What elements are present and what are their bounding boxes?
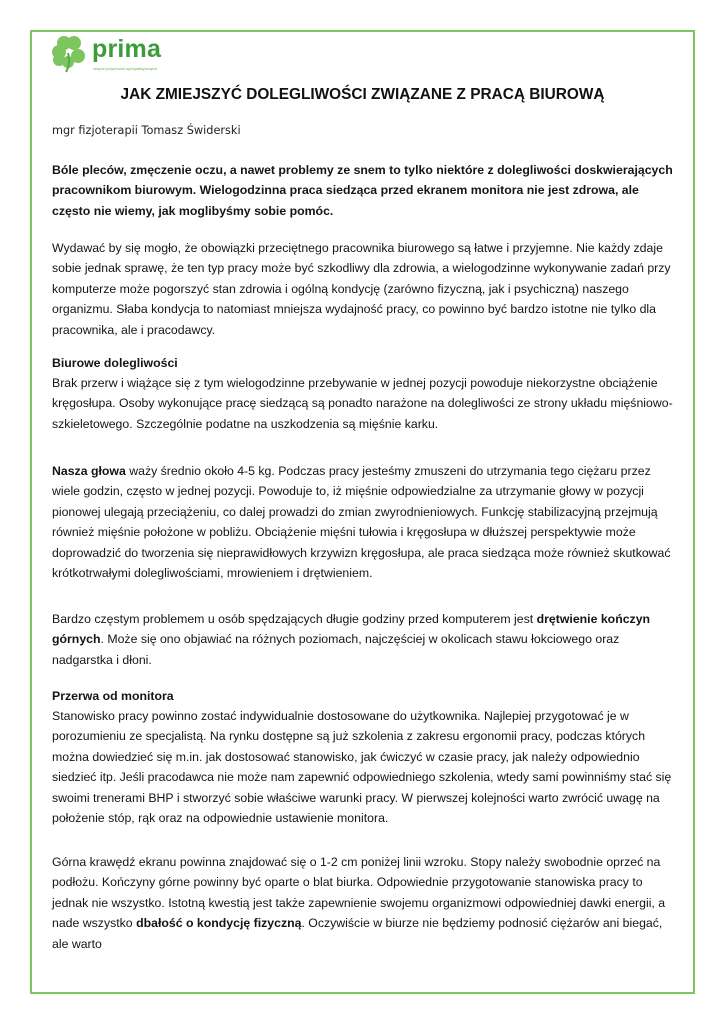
paragraph-numbness-start: Bardzo częstym problemem u osób spędzających długie godziny przed komputerem jest: [52, 612, 537, 626]
clover-icon: [49, 33, 89, 73]
paragraph-head-weight-text: waży średnio około 4-5 kg. Podczas pracy jesteśmy zmuszeni do utrzymania tego ciężaru przez wiele godzin, często w jednej pozycji. Powoduje to, iż mięśnie odpowiedzialne za utrzymanie głowy w pozycji pionowej ulegają przeciążeniu, co dalej prowadzi do zmian zwyrodnieniowych. Funkcję stabilizacyjną przejmują również mięśnie położone w pobliżu. Obciążenie mięśni tułowia i kręgosłupa w dłuższej perspektywie może doprowadzić do tworzenia się nieprawidłowych krzywizn kręgosłupa, ale praca siedząca może również skutkować krótkotrwałymi dolegliwościami, mrowieniem i drętwieniem.: [52, 464, 671, 581]
prima-logo[interactable]: [49, 33, 189, 75]
lead-paragraph: Bóle pleców, zmęczenie oczu, a nawet problemy ze snem to tylko niektóre z dolegliwości doskwierających pracownikom biurowym. Wielogodzinna praca siedząca przed ekranem monitora nie jest zdrowa, ale często nie wiemy, jak moglibyśmy sobie pomóc.: [52, 163, 673, 218]
paragraph-head-weight: [52, 461, 677, 583]
author-line: mgr fizjoterapii Tomasz Świderski: [52, 124, 241, 137]
paragraph-numbness-end: . Może się ono objawiać na różnych poziomach, najczęściej w okolicach stawu łokciowego oraz nadgarstka i dłoni.: [52, 632, 620, 667]
logo-wordmark: prima: [92, 35, 162, 63]
section-heading-monitor-break: Przerwa od monitora: [52, 689, 174, 703]
paragraph-office-ailments: Brak przerw i wiążące się z tym wielogodzinne przebywanie w jednej pozycji powoduje niekorzystne obciążenie kręgosłupa. Osoby wykonujące pracę siedzącą są ponadto narażone na dolegliwości ze strony układu mięśniowo-szkieletowego. Szczególnie podatne na uszkodzenia są mięśnie karku.: [52, 376, 673, 431]
bold-term-fitness: dbałość o kondycję fizyczną: [136, 916, 302, 931]
bold-term-numbness: drętwienie kończyn górnych: [52, 612, 651, 647]
paragraph-screen-start: Górna krawędź ekranu powinna znajdować się o 1-2 cm poniżej linii wzroku. Stopy należy swobodnie oprzeć na podłożu. Kończyny górne powinny być oparte o blat biurka. Odpowiednie przygotowanie stanowiska pracy to jednak nie wszystko. Istotną kwestią jest także zapewnienie swojemu organizmowi odpowiedniej dawki energii, a nade wszystko: [52, 855, 666, 931]
section-heading-office-ailments: Biurowe dolegliwości: [52, 356, 178, 370]
paragraph-workstation: Stanowisko pracy powinno zostać indywidualnie dostosowane do użytkownika. Najlepiej przygotować je w porozumieniu ze specjalistą. Na rynku dostępne są już szkolenia z zakresu ergonomii pracy, podczas których można dowiedzieć się m.in. jak dostosować stanowisko, jak ćwiczyć w czasie pracy, jak należy odpowiednio siedzieć itp. Jeśli pracodawca nie może nam zapewnić odpowiedniego szkolenia, wtedy sami powinniśmy stać się swoimi trenerami BHP i stworzyć sobie właściwe warunki pracy. W pierwszej kolejności warto zwrócić uwagę na położenie stóp, rąk oraz na odpowiednie ustawienie monitora.: [52, 709, 672, 826]
logo-tagline: zespół przychodni specjalistycznych: [93, 66, 158, 71]
paragraph-intro: Wydawać by się mogło, że obowiązki przeciętnego pracownika biurowego są łatwe i przyjemne. Nie każdy zdaje sobie jednak sprawę, że ten typ pracy może być szkodliwy dla zdrowia, a wielogodzinne wykonywanie zadań przy komputerze może pogorszyć stan zdrowia i ogólną kondycję (zarówno fizyczną, jak i psychiczną) naszego organizmu. Słaba kondycja to natomiast mniejsza wydajność pracy, co powinno być bardzo istotne nie tylko dla pracownika, ale i pracodawcy.: [52, 241, 671, 337]
paragraph-screen-end: . Oczywiście w biurze nie będziemy podnosić ciężarów ani biegać, ale warto: [52, 916, 663, 951]
paragraph-screen-position: [52, 852, 677, 954]
paragraph-numbness: [52, 609, 677, 670]
page-title: JAK ZMIEJSZYĆ DOLEGLIWOŚCI ZWIĄZANE Z PRACĄ BIUROWĄ: [120, 86, 605, 103]
bold-term-head: Nasza głowa: [52, 464, 126, 478]
